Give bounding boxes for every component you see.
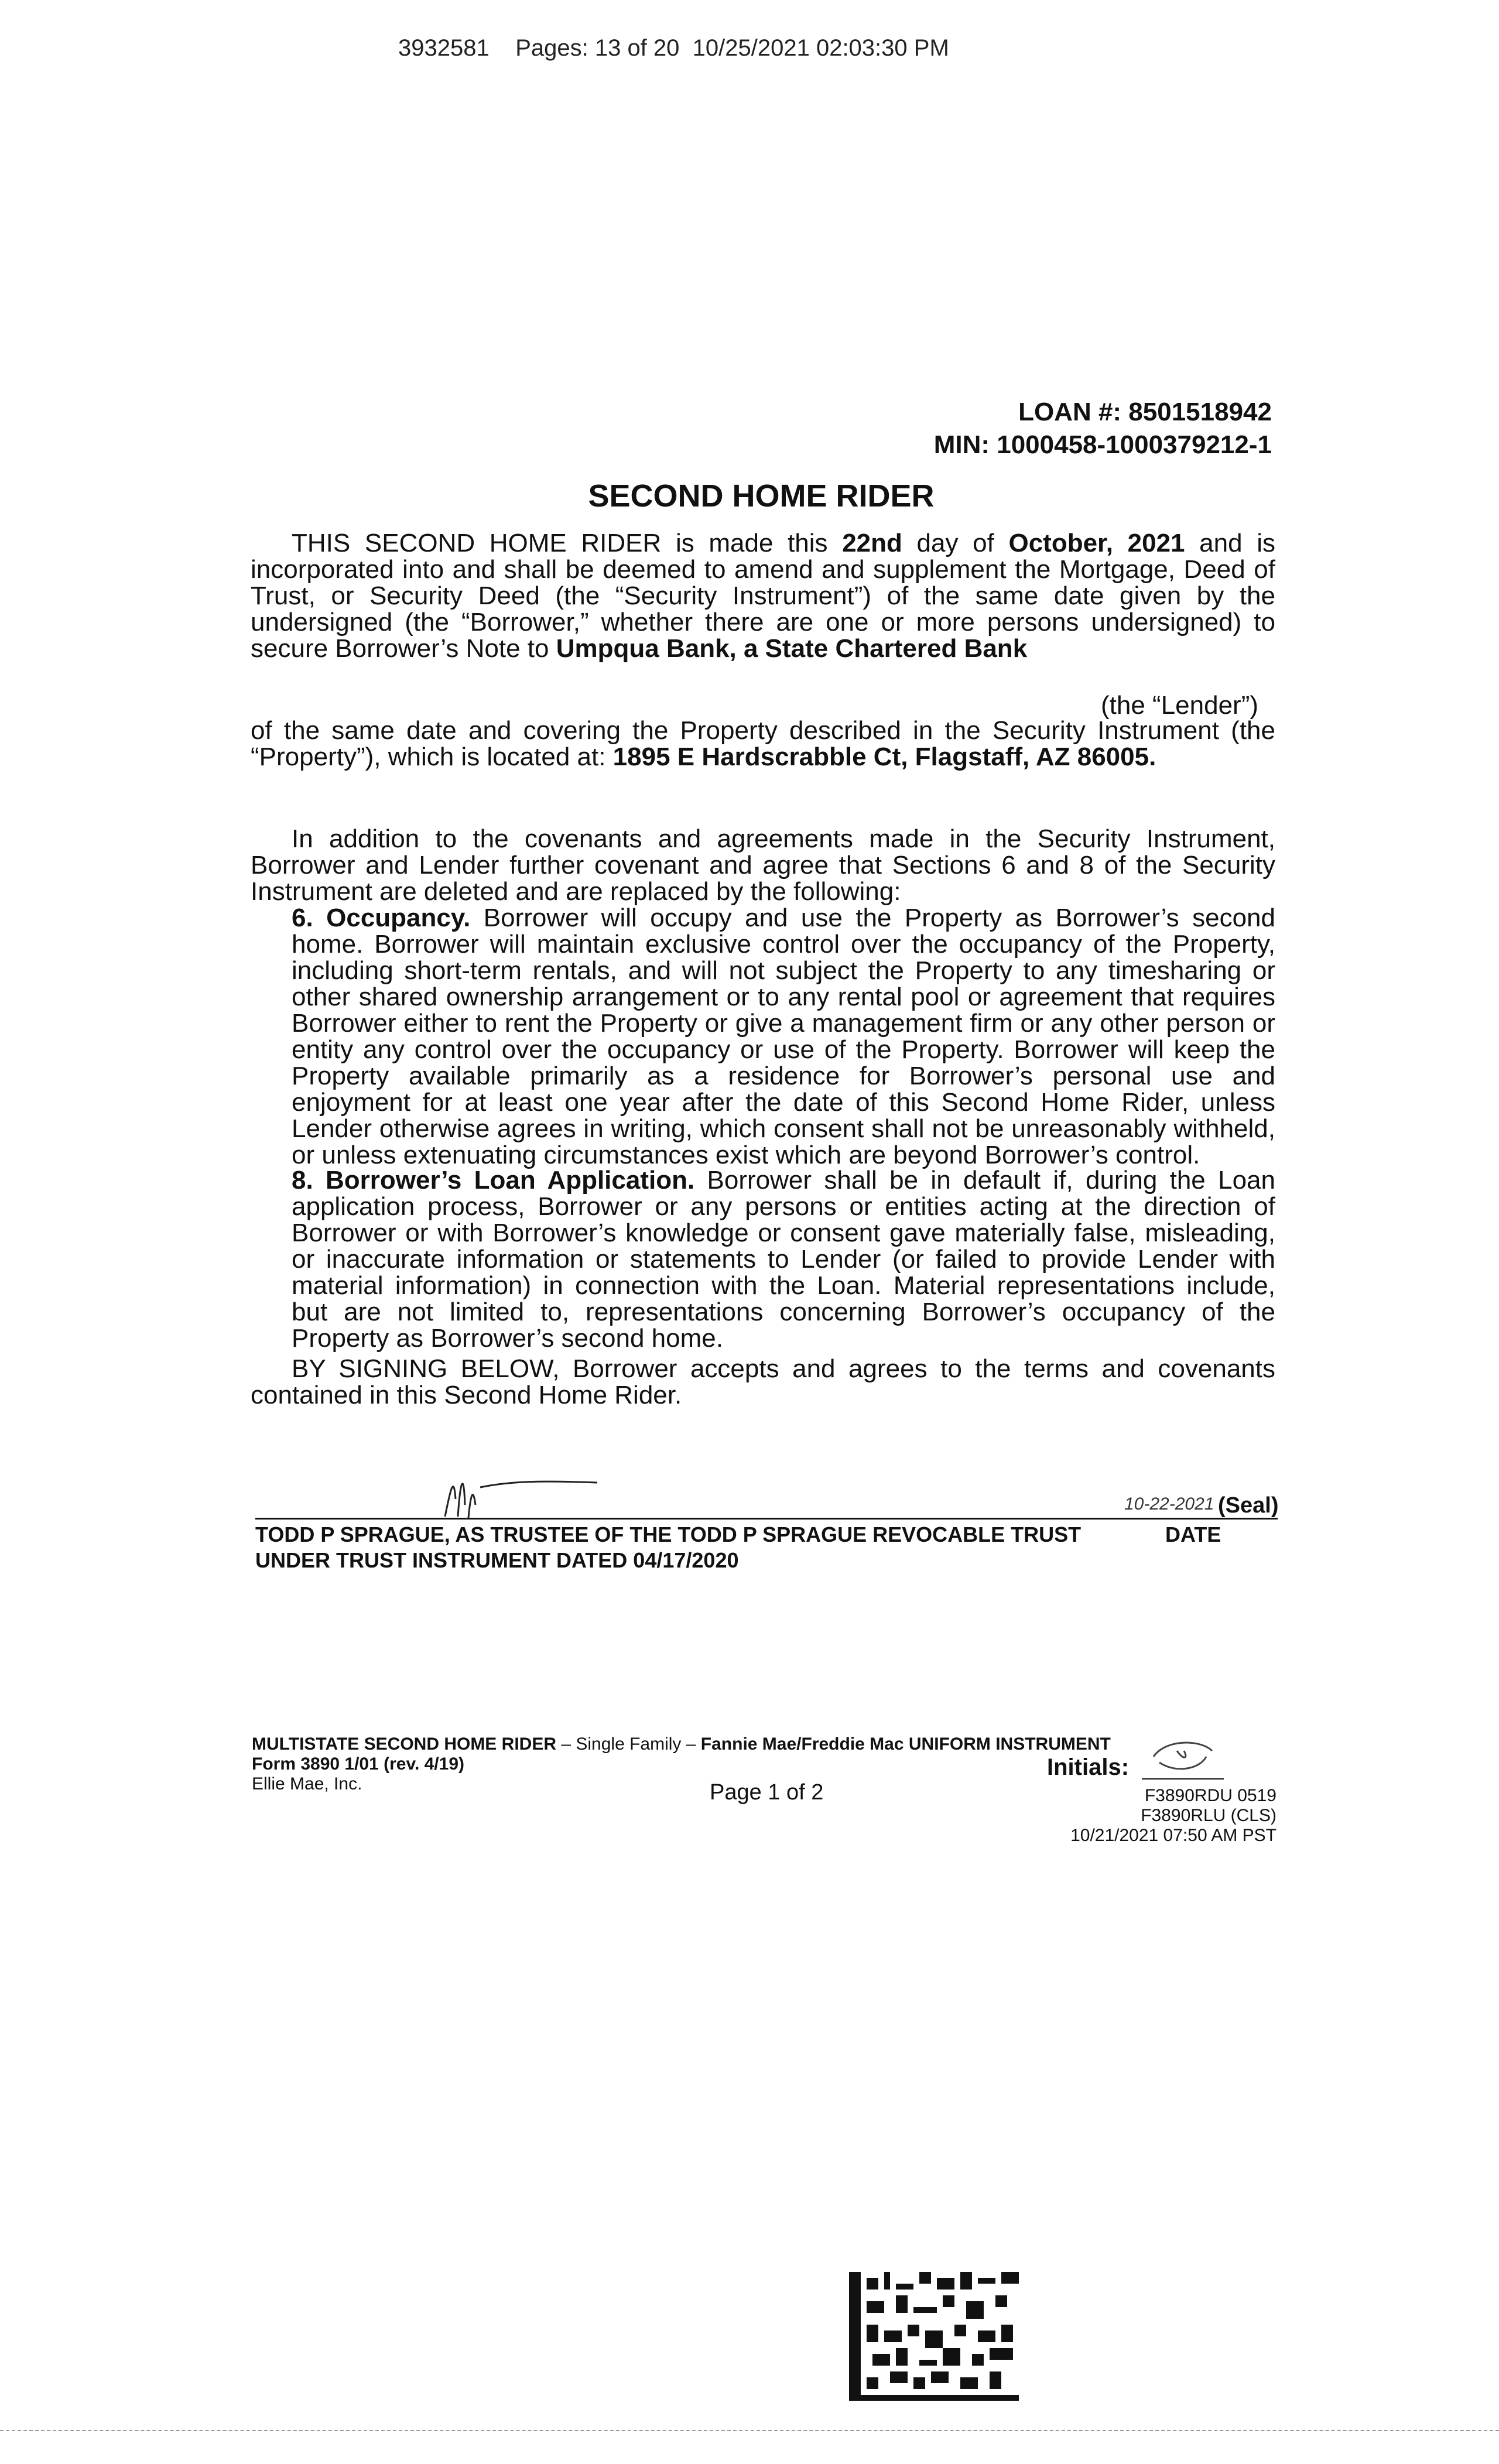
section-6-title: 6. Occupancy. (292, 904, 471, 932)
signature-date-handwritten: 10-22-2021 (1124, 1494, 1214, 1514)
initials-label: Initials: (1047, 1754, 1130, 1780)
fax-header (398, 35, 949, 61)
section-8-loan-application: 8. Borrower’s Loan Application. Borrower shall be in default if, during the Loan application process, Borrower or any persons or entities acting at the direction of Borrower or with Borrower’s knowledge or consent gave materially false, misleading, or inaccurate information or statements to Lender (or failed to provide Lender with material information) in connection with the Loan. Material representations include, but are not limited to, representations concerning Borrower’s occupancy of the Property as Borrower’s second home. (292, 1166, 1275, 1353)
print-timestamp: 10/21/2021 07:50 AM PST (1070, 1826, 1276, 1845)
form-code-2: F3890RLU (CLS) (1141, 1806, 1276, 1825)
seal-label: (Seal) (1218, 1493, 1279, 1518)
page-bottom-rule (0, 2430, 1499, 2431)
property-address: 1895 E Hardscrabble Ct, Flagstaff, AZ 86005. (612, 742, 1156, 771)
barcode-icon (849, 2272, 1019, 2401)
date-label: DATE (1165, 1522, 1221, 1546)
lender-name: Umpqua Bank, a State Chartered Bank (556, 634, 1028, 663)
header-timestamp: 10/25/2021 02:03:30 PM (692, 35, 949, 61)
borrower-name-line2: UNDER TRUST INSTRUMENT DATED 04/17/2020 (255, 1548, 739, 1572)
page-count: Pages: 13 of 20 (515, 35, 680, 61)
document-title: SECOND HOME RIDER (588, 478, 935, 514)
section-6-occupancy: 6. Occupancy. Borrower will occupy and use the Property as Borrower’s second home. Borrower will maintain exclusive control over the occupancy of the Property, including short-term rentals, and will not subject the Property to any timesharing or other shared ownership arrangement or to any rental pool or agreement that requires Borrower either to rent the Property or give a management firm or any other person or entity any control over the occupancy or use of the Property. Borrower will keep the Property available primarily as a residence for Borrower’s personal use and enjoyment for at least one year after the date of this Second Home Rider, unless Lender otherwise agrees in writing, which consent shall not be unreasonably withheld, or unless extenuating circumstances exist which are beyond Borrower’s control. (292, 904, 1275, 1169)
rider-month-year: October, 2021 (1008, 529, 1185, 557)
initials-mark (1142, 1733, 1224, 1780)
page-number: Page 1 of 2 (710, 1780, 824, 1805)
doc-id: 3932581 (398, 35, 490, 61)
loan-number: LOAN #: 8501518942 (1018, 398, 1272, 426)
rider-day: 22nd (842, 529, 902, 557)
borrower-name-line1: TODD P SPRAGUE, AS TRUSTEE OF THE TODD P SPRAGUE REVOCABLE TRUST (255, 1522, 1082, 1546)
form-code-1: F3890RDU 0519 (1144, 1786, 1276, 1805)
covenants-lead: In addition to the covenants and agreements made in the Security Instrument, Borrower and Lender further covenant and agree that Sections 6 and 8 of the Security Instrument are deleted and are replaced by the following: (251, 824, 1275, 906)
intro-paragraph: THIS SECOND HOME RIDER is made this 22nd day of October, 2021 and is incorporated into and shall be deemed to amend and supplement the Mortgage, Deed of Trust, or Security Deed (the “Security Instrument”) of the same date given by the undersigned (the “Borrower,” whether there are one or more persons undersigned) to secure Borrower’s Note to Umpqua Bank, a State Chartered Bank (251, 529, 1275, 663)
min-number: MIN: 1000458-1000379212-1 (933, 430, 1272, 459)
signature-line (255, 1518, 1278, 1520)
lender-tag: (the “Lender”) (1101, 691, 1259, 720)
section-8-title: 8. Borrower’s Loan Application. (292, 1166, 695, 1195)
borrower-signature (422, 1464, 632, 1522)
property-paragraph: of the same date and covering the Property described in the Security Instrument (the “Property”), which is located at: 1895 E Hardscrabble Ct, Flagstaff, AZ 86005. (251, 716, 1275, 771)
vendor-name: Ellie Mae, Inc. (252, 1774, 362, 1794)
closing-statement: BY SIGNING BELOW, Borrower accepts and agrees to the terms and covenants contained in this Second Home Rider. (251, 1354, 1275, 1409)
form-number: Form 3890 1/01 (rev. 4/19) (252, 1754, 464, 1774)
form-title-line: MULTISTATE SECOND HOME RIDER – Single Family – Fannie Mae/Freddie Mac UNIFORM INSTRUMENT (252, 1734, 1111, 1754)
